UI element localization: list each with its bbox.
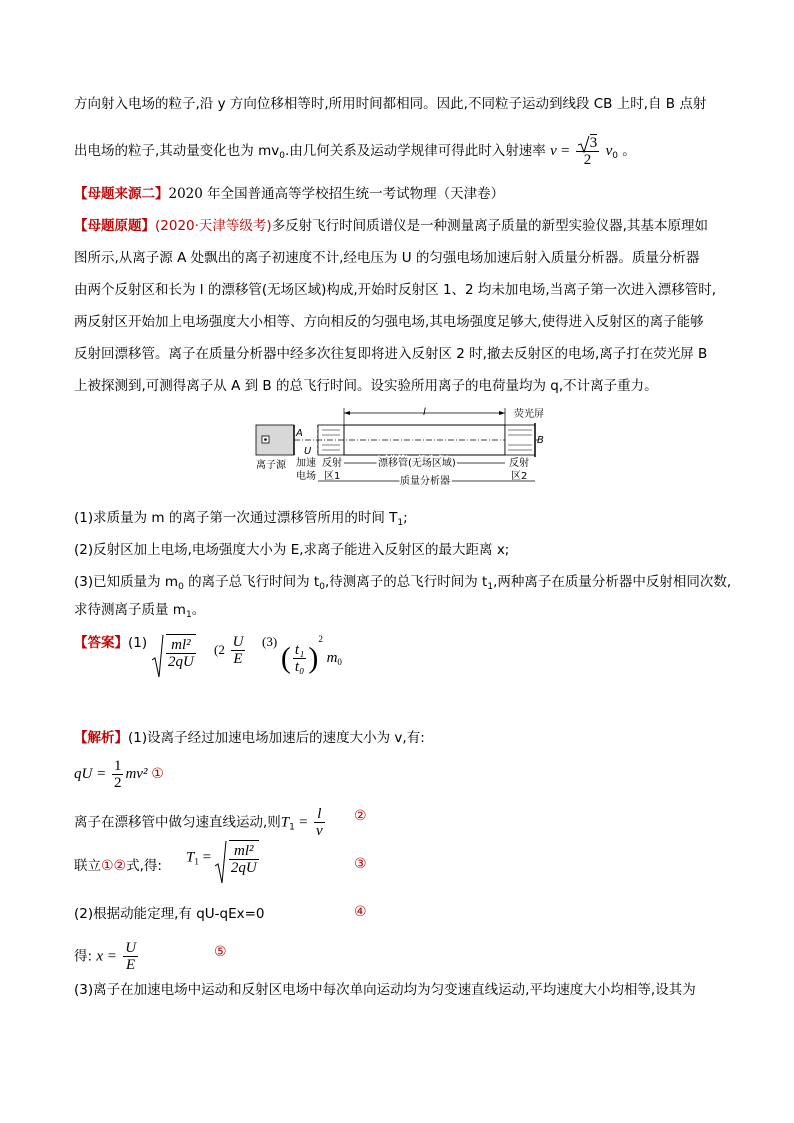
frac-den: t₀ — [294, 659, 305, 676]
math-var: v — [605, 142, 613, 159]
subscript: 1 — [185, 610, 192, 620]
source-text: 2020 年全国普通高等学校招生统一考试物理（天津卷） — [168, 186, 505, 202]
label-B: B — [537, 435, 544, 446]
equation-ref: ①② — [101, 858, 127, 874]
frac — [229, 840, 259, 876]
subscript: 0 — [612, 150, 618, 161]
answer-part-3: (3) — [262, 634, 278, 649]
label-drift: 漂移管(无场区域) — [378, 458, 456, 469]
radical-icon — [215, 840, 227, 884]
answer-label: 【答案】 — [74, 635, 128, 651]
equation-number: ⑤ — [214, 944, 227, 960]
answer-1-expr — [152, 634, 198, 670]
math-eq: = — [299, 814, 308, 831]
math-rhs: mv² — [125, 765, 148, 782]
frac-den: 2 — [113, 775, 122, 791]
equation-3-expr — [186, 840, 261, 876]
label-refl1-zone: 区1 — [324, 471, 341, 482]
frac — [293, 642, 306, 675]
text: 图所示,从离子源 A 处飘出的离子初速度不计,经电压为 U 的匀强电场加速后射入质量分析器。质量分析器 — [74, 250, 700, 266]
frac — [123, 940, 138, 973]
label-A: A — [296, 428, 303, 439]
frac-num: l — [314, 806, 325, 823]
text: 出电场的粒子,其动量变化也为 mv — [74, 142, 280, 159]
equation-5 — [74, 940, 140, 973]
text: (2)根据动能定理,有 qU-qEx=0 — [74, 906, 265, 922]
frac — [314, 806, 325, 839]
label-refl2: 反射 — [509, 458, 529, 469]
frac — [231, 634, 246, 667]
paragraph-line — [74, 94, 706, 114]
equation-number: ③ — [354, 856, 367, 872]
equation-4 — [74, 904, 265, 924]
text: 方向射入电场的粒子,沿 y 方向位移相等时,所用时间都相同。因此,不同粒子运动到线段 CB 上时,自 B 点射 — [74, 96, 707, 112]
problem-line — [74, 280, 716, 300]
math-lhs: qU = — [74, 765, 107, 782]
problem-line — [74, 216, 708, 236]
label-accel: 加速 — [296, 458, 316, 469]
math-var: T — [186, 849, 195, 866]
paren-close: ) — [308, 641, 319, 675]
subscript: 0 — [337, 657, 342, 667]
frac-num: ml² — [229, 843, 259, 860]
source-label: 【母题来源二】 — [74, 186, 169, 202]
answer-3-expr — [262, 634, 342, 676]
answer-2-expr — [214, 634, 247, 667]
text: 式,得: — [126, 858, 162, 874]
subscript: 0 — [279, 150, 285, 161]
label-U: U — [304, 446, 312, 457]
text: 上被探测到,可测得离子从 A 到 B 的总飞行时间。设实验所用离子的电荷量均为 q,不计离子重力。 — [74, 378, 658, 394]
sqrt3-over-2 — [576, 134, 600, 168]
frac-den: 2qU — [168, 654, 194, 670]
math-var: m — [326, 650, 338, 666]
frac-num: U — [232, 634, 244, 650]
text: 离子在漂移管中做匀速直线运动,则 — [74, 814, 281, 831]
frac-den: v — [315, 823, 323, 839]
paragraph-line — [74, 134, 636, 168]
math-eq: = — [202, 849, 212, 866]
label-ion-source: 离子源 — [256, 460, 286, 471]
answer-label-line — [74, 633, 147, 653]
math-lhs: x = — [96, 948, 117, 965]
text: .由几何关系及运动学规律可得此时入射速率 — [284, 142, 546, 159]
text: (1)求质量为 m 的离子第一次通过漂移管所用的时间 T — [74, 510, 398, 526]
sqrt — [578, 135, 598, 151]
frac-num: ml² — [166, 637, 196, 654]
frac-den: E — [126, 957, 136, 973]
question-3 — [74, 572, 731, 597]
frac-den: E — [233, 651, 243, 667]
text: ,待测离子的总飞行时间为 t — [324, 574, 488, 590]
radical-icon — [152, 634, 164, 678]
math-eq: = — [561, 142, 570, 159]
frac-num: 1 — [113, 758, 122, 774]
question-3-cont — [74, 600, 205, 625]
source-heading — [74, 184, 504, 204]
text: ; — [403, 510, 408, 526]
paren-open: ( — [280, 641, 291, 675]
sqrt — [215, 840, 261, 876]
equation-3 — [74, 856, 162, 876]
text: 求待测离子质量 m — [74, 602, 186, 618]
radical-icon — [578, 135, 590, 153]
label-analyzer: 质量分析器 — [400, 476, 450, 487]
analysis-intro — [74, 728, 425, 748]
problem-label: 【母题原题】 — [74, 218, 155, 234]
subscript: 0 — [178, 582, 184, 592]
text: 反射回漂移管。离子在质量分析器中经多次往复即将进入反射区 2 时,撤去反射区的电场,离子打在荧光屏 B — [74, 346, 708, 362]
text: 两反射区开始加上电场强度大小相等、方向相反的匀强电场,其电场强度足够大,使得进入反射区的离子能够 — [74, 314, 704, 330]
equation-number: ① — [151, 765, 164, 782]
text: 的离子总飞行时间为 t — [183, 574, 320, 590]
radicand: 3 — [589, 134, 598, 151]
frac-num: U — [125, 940, 137, 956]
text: (2)反射区加上电场,电场强度大小为 E,求离子能进入反射区的最大距离 x; — [74, 542, 510, 558]
analysis-line-6 — [74, 980, 696, 1000]
subscript: 1 — [397, 518, 404, 528]
text: (1)设离子经过加速电场加速后的速度大小为 v,有: — [128, 730, 425, 746]
frac-den: 2qU — [230, 860, 257, 876]
text: 。 — [191, 602, 206, 618]
subscript: 0 — [319, 582, 325, 592]
label-refl1: 反射 — [322, 458, 342, 469]
label-l: l — [423, 407, 426, 418]
subscript: 1 — [487, 582, 494, 592]
math-var: T — [280, 814, 290, 831]
text: 。 — [622, 142, 636, 159]
text: 多反射飞行时间质谱仪是一种测量离子质量的新型实验仪器,其基本原理如 — [271, 218, 708, 234]
superscript: 2 — [318, 634, 323, 644]
equation-number: ④ — [354, 904, 367, 920]
problem-line — [74, 344, 707, 364]
text: 由两个反射区和长为 l 的漂移管(无场区域)构成,开始时反射区 1、2 均未加电场,当离子第一次进入漂移管时, — [74, 282, 717, 298]
label-refl2-zone: 区2 — [511, 471, 528, 482]
problem-line — [74, 376, 658, 396]
question-1 — [74, 508, 408, 533]
label-screen: 荧光屏 — [514, 409, 544, 420]
frac-num — [576, 134, 600, 152]
problem-line — [74, 248, 699, 268]
frac-num: t₁ — [294, 642, 305, 659]
answer-part-1: (1) — [128, 635, 148, 651]
mass-spectrometer-diagram — [248, 405, 548, 495]
frac-den: 2 — [583, 151, 592, 168]
text: (3)已知质量为 m — [74, 574, 179, 590]
equation-2 — [74, 806, 367, 839]
question-2 — [74, 540, 509, 560]
equation-1 — [74, 758, 164, 791]
label-field: 电场 — [296, 471, 316, 482]
equation-number: ② — [354, 808, 367, 824]
text: 得: — [74, 948, 93, 965]
text: 联立 — [74, 858, 101, 874]
math-var: v — [550, 142, 557, 159]
text: (3)离子在加速电场中运动和反射区电场中每次单向运动均为匀变速直线运动,平均速度大小均相等,设其为 — [74, 982, 696, 998]
answer-part-2: (2 — [214, 641, 225, 657]
frac — [166, 634, 196, 670]
subscript: 1 — [289, 822, 295, 833]
problem-tag: (2020·天津等级考) — [155, 218, 272, 234]
analysis-label: 【解析】 — [74, 730, 128, 746]
sqrt — [152, 634, 198, 670]
frac — [112, 758, 124, 791]
problem-line — [74, 312, 704, 332]
subscript: 1 — [194, 856, 199, 867]
text: ,两种离子在质量分析器中反射相同次数, — [493, 574, 732, 590]
